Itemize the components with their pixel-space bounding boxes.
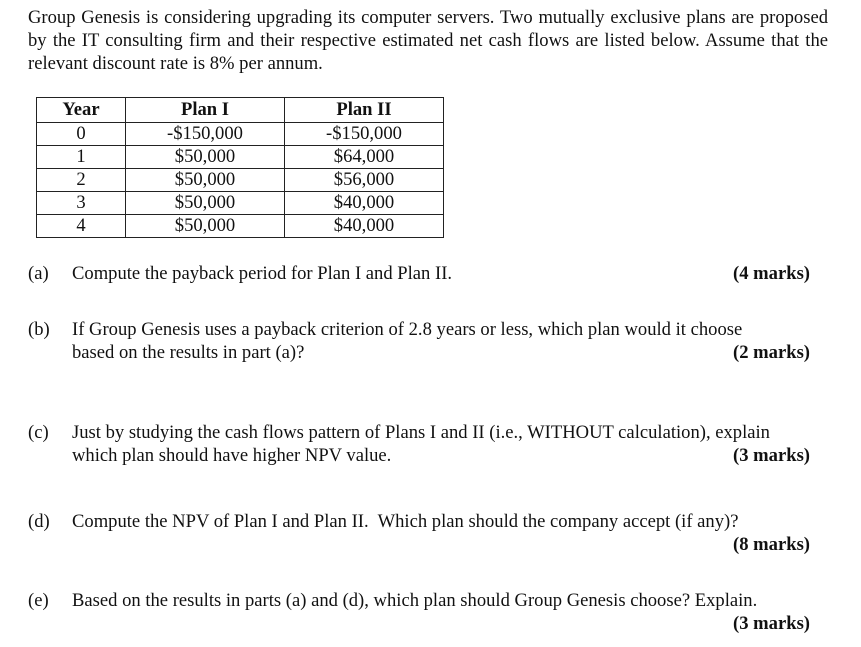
cell-plan-1: $50,000 [126, 169, 285, 192]
question-label: (a) [28, 263, 49, 284]
question-label: (d) [28, 511, 50, 532]
question-c [28, 421, 810, 467]
cell-plan-1: $50,000 [126, 146, 285, 169]
cell-plan-2: $56,000 [285, 169, 444, 192]
question-text: Compute the payback period for Plan I and Plan II. [72, 263, 453, 284]
question-label: (e) [28, 590, 49, 611]
table-header-row [37, 98, 444, 123]
cell-plan-2: $64,000 [285, 146, 444, 169]
header-year: Year [37, 98, 126, 123]
cell-plan-1: $50,000 [126, 192, 285, 215]
cell-year: 1 [37, 146, 126, 169]
marks-label: (4 marks) [733, 263, 810, 284]
marks-label: (2 marks) [733, 342, 810, 363]
marks-label: (3 marks) [733, 613, 810, 634]
intro-paragraph: Group Genesis is considering upgrading its computer servers. Two mutually exclusive plans are proposed by the IT consulting firm and their respective estimated net cash flows are listed below. Assume that the relevant discount rate is 8% per annum. [28, 7, 828, 74]
question-text-line2: which plan should have higher NPV value. [72, 445, 392, 466]
question-d [28, 510, 810, 556]
question-label: (b) [28, 319, 50, 340]
question-e [28, 589, 810, 635]
cell-plan-2: -$150,000 [285, 123, 444, 146]
table-row [37, 192, 444, 215]
marks-label: (3 marks) [733, 445, 810, 466]
cell-plan-1: $50,000 [126, 215, 285, 238]
cell-year: 4 [37, 215, 126, 238]
cell-plan-2: $40,000 [285, 192, 444, 215]
question-b [28, 318, 810, 364]
cell-year: 3 [37, 192, 126, 215]
table-row [37, 123, 444, 146]
question-text: Based on the results in parts (a) and (d), which plan should Group Genesis choose? Explain. [72, 590, 758, 611]
question-label: (c) [28, 422, 49, 443]
header-plan-2: Plan II [285, 98, 444, 123]
table-row [37, 146, 444, 169]
table-row [37, 169, 444, 192]
header-plan-1: Plan I [126, 98, 285, 123]
cell-plan-1: -$150,000 [126, 123, 285, 146]
cash-flow-table [36, 97, 444, 238]
question-a [28, 262, 810, 285]
question-text-line2: based on the results in part (a)? [72, 342, 305, 363]
marks-label: (8 marks) [733, 534, 810, 555]
question-text: Compute the NPV of Plan I and Plan II. Which plan should the company accept (if any)? [72, 511, 739, 532]
question-text: Just by studying the cash flows pattern of Plans I and II (i.e., WITHOUT calculation), explain [72, 422, 770, 443]
cell-plan-2: $40,000 [285, 215, 444, 238]
cell-year: 2 [37, 169, 126, 192]
question-text: If Group Genesis uses a payback criterion of 2.8 years or less, which plan would it choose [72, 319, 743, 340]
table-row [37, 215, 444, 238]
cell-year: 0 [37, 123, 126, 146]
